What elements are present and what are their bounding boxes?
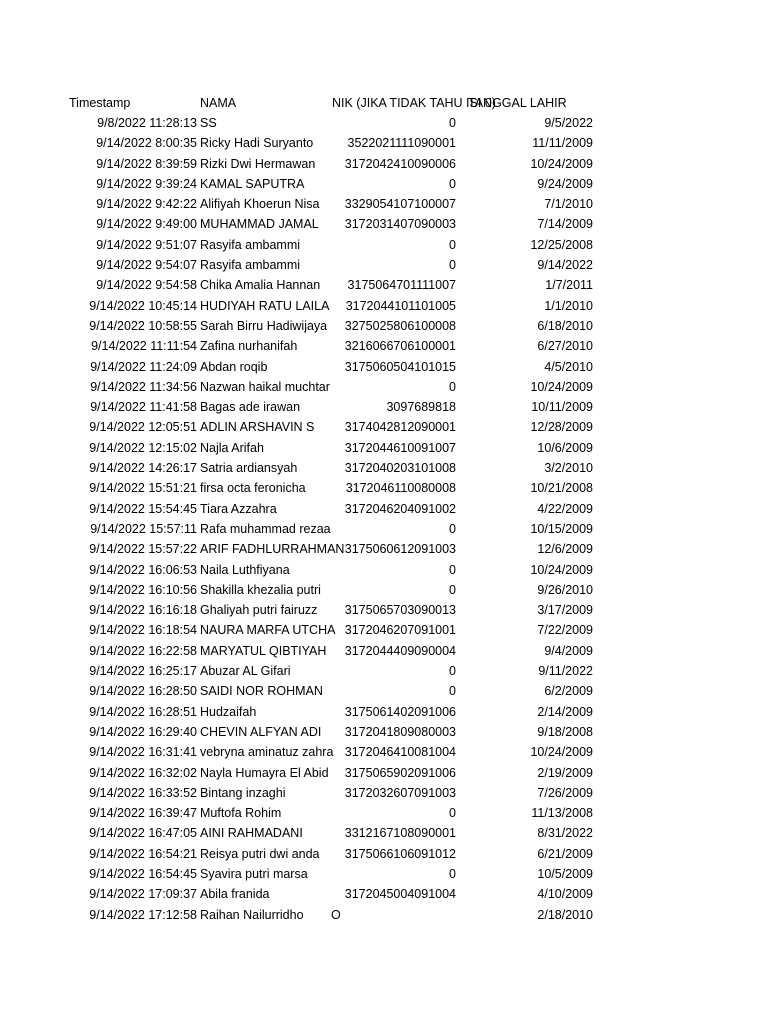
cell-nama: Rasyifa ambammi bbox=[200, 258, 301, 273]
table-row bbox=[0, 156, 768, 176]
cell-nama: Rafa muhammad rezaa bbox=[200, 521, 331, 536]
cell-tanggal-lahir: 9/18/2008 bbox=[537, 724, 593, 739]
cell-tanggal-lahir: 9/4/2009 bbox=[544, 643, 593, 658]
table-row bbox=[0, 338, 768, 358]
table-row bbox=[0, 825, 768, 845]
cell-nik: 0 bbox=[449, 258, 456, 273]
cell-nama: Hudzaifah bbox=[200, 704, 257, 719]
cell-timestamp: 9/14/2022 9:54:07 bbox=[96, 258, 197, 273]
cell-timestamp: 9/14/2022 16:31:41 bbox=[89, 745, 197, 760]
cell-nik: 3275025806100008 bbox=[344, 318, 456, 333]
cell-tanggal-lahir: 12/25/2008 bbox=[530, 237, 593, 252]
cell-nik: 3175060504101015 bbox=[344, 359, 456, 374]
cell-nik: 0 bbox=[449, 116, 456, 130]
cell-nama: Nayla Humayra El Abid bbox=[200, 765, 329, 780]
cell-timestamp: 9/14/2022 16:16:18 bbox=[89, 603, 197, 618]
cell-timestamp: 9/14/2022 12:15:02 bbox=[89, 440, 197, 455]
cell-nama: Abuzar AL Gifari bbox=[200, 664, 291, 679]
table-row bbox=[0, 805, 768, 825]
table-row bbox=[0, 562, 768, 582]
cell-timestamp: 9/14/2022 10:45:14 bbox=[89, 298, 197, 313]
cell-nik: 0 bbox=[449, 806, 456, 821]
cell-nik: 3172044610091007 bbox=[344, 440, 456, 455]
cell-nik: 3175065902091006 bbox=[344, 765, 456, 780]
cell-tanggal-lahir: 6/2/2009 bbox=[544, 684, 593, 699]
cell-timestamp: 9/14/2022 10:58:55 bbox=[89, 318, 197, 333]
cell-nama: Alifiyah Khoerun Nisa bbox=[200, 197, 320, 212]
table-row bbox=[0, 521, 768, 541]
cell-tanggal-lahir: 9/11/2022 bbox=[538, 664, 593, 679]
cell-timestamp: 9/14/2022 16:28:50 bbox=[89, 684, 197, 699]
cell-nik: 3172046410081004 bbox=[344, 745, 456, 760]
cell-tanggal-lahir: 8/31/2022 bbox=[537, 826, 593, 841]
cell-nik: 3172041809080003 bbox=[344, 724, 456, 739]
cell-nik: 3522021111090001 bbox=[347, 136, 456, 151]
cell-tanggal-lahir: 7/26/2009 bbox=[537, 785, 593, 800]
cell-nik: 0 bbox=[449, 176, 456, 191]
cell-nik: 0 bbox=[449, 582, 456, 597]
cell-nama: NAURA MARFA UTCHA bbox=[200, 623, 336, 638]
table-row bbox=[0, 683, 768, 703]
cell-timestamp: 9/14/2022 17:12:58 bbox=[89, 907, 197, 922]
cell-nama: SS bbox=[200, 116, 217, 130]
cell-nama: Rizki Dwi Hermawan bbox=[200, 156, 316, 171]
cell-nik: 3172045004091004 bbox=[344, 887, 456, 902]
table-row bbox=[0, 501, 768, 521]
table-row bbox=[0, 115, 768, 135]
cell-nik: 0 bbox=[449, 521, 456, 536]
cell-tanggal-lahir: 2/18/2010 bbox=[537, 907, 593, 922]
table-row bbox=[0, 643, 768, 663]
cell-tanggal-lahir: 3/2/2010 bbox=[544, 461, 593, 476]
cell-nama: MUHAMMAD JAMAL bbox=[200, 217, 319, 232]
cell-tanggal-lahir: 4/5/2010 bbox=[544, 359, 593, 374]
cell-nama: Abdan roqib bbox=[200, 359, 268, 374]
cell-nik: 3329054107100007 bbox=[344, 197, 456, 212]
cell-tanggal-lahir: 9/14/2022 bbox=[537, 258, 593, 273]
cell-nik: 3175066106091012 bbox=[344, 846, 456, 861]
table-row bbox=[0, 277, 768, 297]
table-row bbox=[0, 298, 768, 318]
cell-tanggal-lahir: 9/26/2010 bbox=[537, 582, 593, 597]
cell-timestamp: 9/14/2022 16:28:51 bbox=[89, 704, 197, 719]
cell-nik: 3172031407090003 bbox=[344, 217, 456, 232]
table-row bbox=[0, 318, 768, 338]
cell-timestamp: 9/14/2022 15:54:45 bbox=[89, 501, 197, 516]
cell-timestamp: 9/14/2022 12:05:51 bbox=[89, 420, 197, 435]
cell-tanggal-lahir: 10/24/2009 bbox=[530, 379, 593, 394]
cell-timestamp: 9/14/2022 9:42:22 bbox=[96, 197, 197, 212]
cell-nama: Satria ardiansyah bbox=[200, 461, 298, 476]
cell-nama: Bagas ade irawan bbox=[200, 400, 301, 415]
cell-tanggal-lahir: 10/15/2009 bbox=[530, 521, 593, 536]
cell-tanggal-lahir: 7/22/2009 bbox=[537, 623, 593, 638]
cell-nama: Najla Arifah bbox=[200, 440, 264, 455]
cell-timestamp: 9/14/2022 9:49:00 bbox=[96, 217, 197, 232]
cell-tanggal-lahir: 10/11/2009 bbox=[531, 400, 593, 415]
table-row bbox=[0, 216, 768, 236]
cell-nik: 3172032607091003 bbox=[344, 785, 456, 800]
cell-timestamp: 9/14/2022 16:18:54 bbox=[89, 623, 197, 638]
cell-timestamp: 9/14/2022 16:06:53 bbox=[89, 562, 197, 577]
cell-timestamp: 9/14/2022 15:57:11 bbox=[90, 521, 197, 536]
cell-nik: 0 bbox=[449, 237, 456, 252]
cell-nama: Chika Amalia Hannan bbox=[200, 278, 321, 293]
cell-nama: Muftofa Rohim bbox=[200, 806, 282, 821]
cell-tanggal-lahir: 6/27/2010 bbox=[537, 339, 593, 354]
data-rows bbox=[0, 115, 768, 927]
cell-nik: 3172046207091001 bbox=[344, 623, 456, 638]
table-row bbox=[0, 785, 768, 805]
cell-timestamp: 9/14/2022 16:22:58 bbox=[89, 643, 197, 658]
cell-tanggal-lahir: 2/19/2009 bbox=[537, 765, 593, 780]
cell-nik: 0 bbox=[449, 866, 456, 881]
table-row bbox=[0, 846, 768, 866]
cell-tanggal-lahir: 12/28/2009 bbox=[530, 420, 593, 435]
cell-nama: HUDIYAH RATU LAILA bbox=[200, 298, 330, 313]
table-row bbox=[0, 176, 768, 196]
cell-nik: 3097689818 bbox=[386, 400, 456, 415]
cell-tanggal-lahir: 10/24/2009 bbox=[530, 562, 593, 577]
table-row bbox=[0, 359, 768, 379]
cell-nik: 3172044409090004 bbox=[344, 643, 456, 658]
cell-timestamp: 9/14/2022 16:29:40 bbox=[89, 724, 197, 739]
table-row bbox=[0, 399, 768, 419]
cell-nik: 0 bbox=[449, 379, 456, 394]
cell-tanggal-lahir: 2/14/2009 bbox=[537, 704, 593, 719]
table-row bbox=[0, 480, 768, 500]
table-row bbox=[0, 237, 768, 257]
cell-nama: Sarah Birru Hadiwijaya bbox=[200, 318, 328, 333]
cell-tanggal-lahir: 10/24/2009 bbox=[530, 745, 593, 760]
cell-nama: vebryna aminatuz zahra bbox=[200, 745, 334, 760]
table-row bbox=[0, 724, 768, 744]
cell-timestamp: 9/14/2022 16:39:47 bbox=[89, 806, 197, 821]
cell-nama: MARYATUL QIBTIYAH bbox=[200, 643, 327, 658]
table-row bbox=[0, 379, 768, 399]
cell-timestamp: 9/14/2022 9:54:58 bbox=[96, 278, 197, 293]
cell-nama: Tiara Azzahra bbox=[200, 501, 277, 516]
cell-timestamp: 9/14/2022 15:57:22 bbox=[89, 542, 197, 557]
header-nik: NIK (JIKA TIDAK TAHU ISI 0) bbox=[332, 96, 496, 110]
cell-nama: Naila Luthfiyana bbox=[200, 562, 290, 577]
cell-nama: Ghaliyah putri fairuzz bbox=[200, 603, 318, 618]
cell-tanggal-lahir: 10/21/2008 bbox=[530, 481, 593, 496]
table-row bbox=[0, 419, 768, 439]
header-nama: NAMA bbox=[200, 96, 237, 110]
cell-timestamp: 9/14/2022 9:39:24 bbox=[96, 176, 197, 191]
cell-timestamp: 9/14/2022 16:10:56 bbox=[89, 582, 197, 597]
cell-tanggal-lahir: 3/17/2009 bbox=[537, 603, 593, 618]
cell-tanggal-lahir: 4/10/2009 bbox=[537, 887, 593, 902]
cell-timestamp: 9/14/2022 17:09:37 bbox=[89, 887, 197, 902]
cell-nik: O bbox=[331, 907, 341, 922]
table-row bbox=[0, 135, 768, 155]
table-row bbox=[0, 582, 768, 602]
cell-tanggal-lahir: 4/22/2009 bbox=[537, 501, 593, 516]
header-tanggal-lahir: TANGGAL LAHIR bbox=[468, 96, 567, 110]
cell-tanggal-lahir: 11/11/2009 bbox=[532, 136, 593, 151]
cell-tanggal-lahir: 6/18/2010 bbox=[537, 318, 593, 333]
cell-nik: 3172046110080008 bbox=[345, 481, 456, 496]
cell-timestamp: 9/14/2022 11:34:56 bbox=[90, 379, 197, 394]
header-timestamp: Timestamp bbox=[69, 96, 131, 110]
cell-nama: SAIDI NOR ROHMAN bbox=[200, 684, 323, 699]
table-row bbox=[0, 440, 768, 460]
cell-nik: 3174042812090001 bbox=[344, 420, 456, 435]
cell-nama: Nazwan haikal muchtar bbox=[200, 379, 330, 394]
cell-timestamp: 9/14/2022 16:32:02 bbox=[89, 765, 197, 780]
cell-tanggal-lahir: 12/6/2009 bbox=[537, 542, 593, 557]
cell-timestamp: 9/14/2022 11:24:09 bbox=[90, 359, 197, 374]
cell-timestamp: 9/14/2022 11:11:54 bbox=[91, 339, 197, 354]
table-row bbox=[0, 907, 768, 927]
cell-tanggal-lahir: 7/14/2009 bbox=[537, 217, 593, 232]
table-row bbox=[0, 663, 768, 683]
cell-nik: 3172044101101005 bbox=[345, 298, 456, 313]
cell-timestamp: 9/14/2022 16:25:17 bbox=[89, 664, 197, 679]
cell-nama: KAMAL SAPUTRA bbox=[200, 176, 305, 191]
cell-timestamp: 9/14/2022 16:54:45 bbox=[89, 866, 197, 881]
cell-nama: Raihan Nailurridho bbox=[200, 907, 304, 922]
cell-timestamp: 9/14/2022 11:41:58 bbox=[90, 400, 197, 415]
cell-nama: ARIF FADHLURRAHMAN bbox=[200, 542, 345, 557]
cell-nama: CHEVIN ALFYAN ADI bbox=[200, 724, 322, 739]
cell-nik: 3312167108090001 bbox=[344, 826, 456, 841]
cell-nik: 3175060612091003 bbox=[344, 542, 456, 557]
cell-nama: Zafina nurhanifah bbox=[200, 339, 298, 354]
cell-nama: Syavira putri marsa bbox=[200, 866, 308, 881]
cell-tanggal-lahir: 1/7/2011 bbox=[545, 278, 593, 293]
cell-nik: 3216066706100001 bbox=[344, 339, 456, 354]
cell-nik: 0 bbox=[449, 684, 456, 699]
cell-nama: Bintang inzaghi bbox=[200, 785, 286, 800]
cell-tanggal-lahir: 10/24/2009 bbox=[530, 156, 593, 171]
table-row bbox=[0, 602, 768, 622]
cell-nama: AINI RAHMADANI bbox=[200, 826, 303, 841]
cell-tanggal-lahir: 9/24/2009 bbox=[537, 176, 593, 191]
cell-nama: ADLIN ARSHAVIN S bbox=[200, 420, 315, 435]
cell-tanggal-lahir: 1/1/2010 bbox=[544, 298, 593, 313]
table-row bbox=[0, 744, 768, 764]
cell-timestamp: 9/14/2022 9:51:07 bbox=[96, 237, 197, 252]
table-row bbox=[0, 622, 768, 642]
cell-timestamp: 9/14/2022 14:26:17 bbox=[89, 461, 197, 476]
cell-timestamp: 9/8/2022 11:28:13 bbox=[97, 116, 197, 130]
table-row bbox=[0, 866, 768, 886]
cell-timestamp: 9/14/2022 15:51:21 bbox=[89, 481, 197, 496]
cell-nama: Shakilla khezalia putri bbox=[200, 582, 321, 597]
table-row bbox=[0, 886, 768, 906]
cell-nama: firsa octa feronicha bbox=[200, 481, 306, 496]
table-row bbox=[0, 460, 768, 480]
cell-nik: 3175064701111007 bbox=[347, 278, 456, 293]
table-row bbox=[0, 196, 768, 216]
cell-timestamp: 9/14/2022 8:00:35 bbox=[96, 136, 197, 151]
cell-nama: Reisya putri dwi anda bbox=[200, 846, 320, 861]
cell-nik: 3175065703090013 bbox=[344, 603, 456, 618]
cell-tanggal-lahir: 11/13/2008 bbox=[531, 806, 593, 821]
cell-tanggal-lahir: 7/1/2010 bbox=[544, 197, 593, 212]
cell-timestamp: 9/14/2022 16:54:21 bbox=[89, 846, 197, 861]
cell-tanggal-lahir: 10/6/2009 bbox=[537, 440, 593, 455]
cell-tanggal-lahir: 9/5/2022 bbox=[544, 116, 593, 130]
cell-nama: Rasyifa ambammi bbox=[200, 237, 301, 252]
cell-nik: 0 bbox=[449, 664, 456, 679]
cell-nama: Abila franida bbox=[200, 887, 270, 902]
cell-nik: 3175061402091006 bbox=[344, 704, 456, 719]
table-row bbox=[0, 541, 768, 561]
table-row bbox=[0, 704, 768, 724]
cell-tanggal-lahir: 10/5/2009 bbox=[537, 866, 593, 881]
table-row bbox=[0, 257, 768, 277]
cell-tanggal-lahir: 6/21/2009 bbox=[537, 846, 593, 861]
cell-timestamp: 9/14/2022 16:33:52 bbox=[89, 785, 197, 800]
cell-nik: 0 bbox=[449, 562, 456, 577]
cell-nik: 3172040203101008 bbox=[344, 461, 456, 476]
cell-nama: Ricky Hadi Suryanto bbox=[200, 136, 314, 151]
cell-timestamp: 9/14/2022 16:47:05 bbox=[89, 826, 197, 841]
cell-timestamp: 9/14/2022 8:39:59 bbox=[96, 156, 197, 171]
table-row bbox=[0, 765, 768, 785]
cell-nik: 3172046204091002 bbox=[344, 501, 456, 516]
cell-nik: 3172042410090006 bbox=[344, 156, 456, 171]
